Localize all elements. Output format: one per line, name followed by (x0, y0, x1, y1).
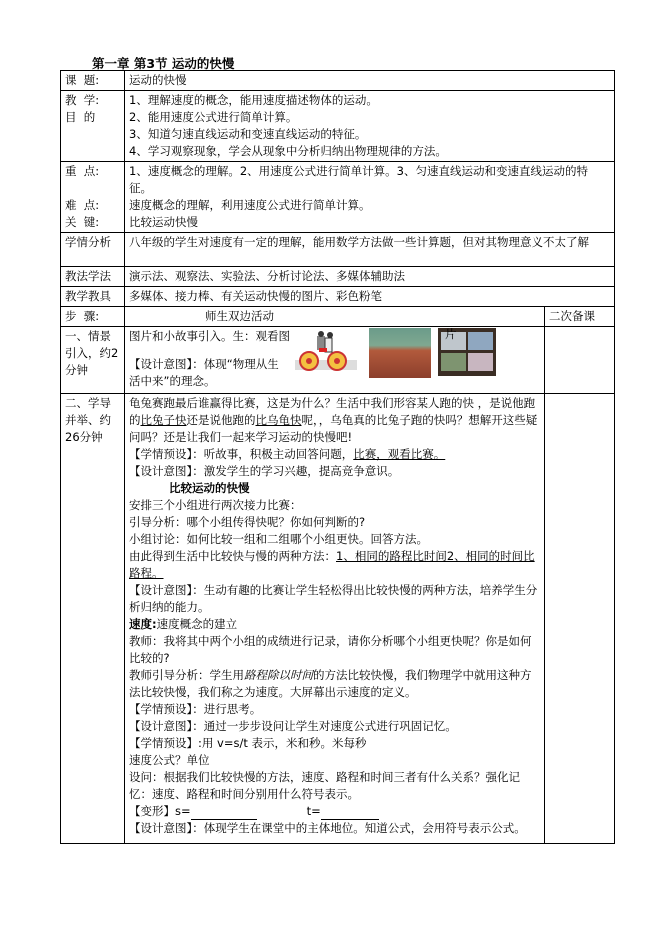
design-intent: 【设计意图】：体现学生在课堂中的主体地位。知道公式，会用符号表示公式。 (129, 821, 526, 835)
speed-concept: 速度:速度概念的建立 (129, 617, 238, 631)
story-paragraph: 龟兔赛跑最后谁赢得比赛，这是为什么？生活中我们形容某人跑的快 ，是说他跑的比兔子快还是说他跑的比乌龟快呢，，乌龟真的比兔子跑的快吗？想解开这些疑问吗？还是让我们一起来学习运动的快慢吧! (129, 396, 538, 444)
crux-label: 关 键: (65, 215, 100, 229)
goal-item: 3、知道匀速直线运动和变速直线运动的特征。 (129, 127, 367, 141)
goal-item: 1、理解速度的概念，能用速度描述物体的运动。 (129, 93, 378, 107)
tools-label: 教学教具 (61, 287, 125, 307)
row-intro (61, 327, 615, 394)
document-title: 第一章 第3节 运动的快慢 (92, 56, 235, 71)
row-goals (61, 91, 615, 162)
blank-t (321, 807, 379, 820)
topic-label: 课 题: (61, 71, 125, 91)
teacher-guide: 教师引导分析：学生用路程除以时间的方法比较快慢，我们物理学中就用这种方法比较快慢，我们称之为速度。大屏幕出示速度的定义。 (129, 668, 532, 699)
tools-text: 多媒体、接力棒、有关运动快慢的图片、彩色粉笔 (125, 287, 615, 307)
analysis-text: 八年级的学生对速度有一定的理解，能用数学方法做一些计算题，但对其物理意义不太了解 (125, 233, 615, 267)
key-points-text: 1、速度概念的理解。2、用速度公式进行简单计算。3、匀速直线运动和变速直线运动的特征。 (129, 164, 588, 195)
row-topic (61, 71, 615, 91)
methods-label: 教法学法 (61, 267, 125, 287)
text-line: 小组讨论：如何比较一组和二组哪个小组更快。回答方法。 (129, 532, 428, 546)
main-label: 二、学导并举、约26分钟 (61, 394, 125, 844)
student-preset: 【学情预设】:用 v=s/t 表示，米和秒。米每秒 (129, 736, 367, 750)
crux-text: 比较运动快慢 (129, 215, 198, 229)
key-label: 重 点: (65, 164, 100, 178)
goals-label-1: 教 学: (65, 93, 100, 107)
intro-label: 一、情景引入，约2分钟 (61, 327, 125, 394)
second-prep-header: 二次备课 (545, 307, 615, 327)
intro-pic-char: 片 (445, 327, 457, 341)
text-line: 安排三个小组进行两次接力比赛： (129, 498, 302, 512)
row-key-points (61, 162, 615, 233)
two-methods: 由此得到生活中比较快与慢的两种方法：1、相同的路程比时间2、相同的时间比路程。 (129, 549, 535, 580)
row-analysis (61, 233, 615, 267)
formula-variants: 【变形】s= t= (129, 803, 540, 820)
difficult-label: 难 点: (65, 198, 100, 212)
lesson-plan-table (60, 70, 615, 844)
design-intent: 【设计意图】：激发学生的学习兴趣，提高竞争意识。 (129, 464, 400, 478)
row-tools (61, 287, 615, 307)
text-line: 速度公式？单位 (129, 753, 210, 767)
row-methods (61, 267, 615, 287)
topic-value: 运动的快慢 (125, 71, 615, 91)
activity-header: 师生双边活动 (125, 307, 545, 327)
goal-item: 2、能用速度公式进行简单计算。 (129, 110, 298, 124)
difficult-text: 速度概念的理解，利用速度公式进行简单计算。 (129, 198, 371, 212)
blank-s (191, 807, 257, 820)
design-intent: 【设计意图】：生动有趣的比赛让学生轻松得出比较快慢的两种方法，培养学生分析归纳的能力。 (129, 583, 538, 614)
steps-label: 步 骤: (61, 307, 125, 327)
text-line: 引导分析：哪个小组传得快呢？你如何判断的? (129, 515, 366, 529)
row-main (61, 394, 615, 844)
text-line: 设问：根据我们比较快慢的方法，速度、路程和时间三者有什么关系？强化记忆：速度、路程和时间分别用什么符号表示。 (129, 770, 520, 801)
intro-text: 图片和小故事引入。生：观看图 (129, 329, 290, 343)
race-track-image (369, 328, 431, 378)
goals-label-2: 目 的 (65, 110, 96, 124)
design-intent: 【设计意图】：通过一步步设问让学生对速度公式进行巩固记忆。 (129, 719, 457, 733)
student-preset: 【学情预设】：听故事，积极主动回答问题，比赛，观看比赛。 (129, 447, 446, 461)
intro-design: 【设计意图】：体现“物理从生活中来”的理念。 (129, 357, 279, 388)
section-heading: 比较运动的快慢 (169, 481, 250, 495)
text-line: 教师：我将其中两个小组的成绩进行记录，请你分析哪个小组更快呢？你是如何比较的? (129, 634, 532, 665)
goal-item: 4、学习观察现象，学会从现象中分析归纳出物理规律的方法。 (129, 144, 447, 158)
methods-text: 演示法、观察法、实验法、分析讨论法、多媒体辅助法 (125, 267, 615, 287)
analysis-label: 学情分析 (61, 233, 125, 267)
row-steps (61, 307, 615, 327)
bicycle-image (295, 330, 357, 372)
student-preset: 【学情预设】：进行思考。 (129, 702, 262, 716)
